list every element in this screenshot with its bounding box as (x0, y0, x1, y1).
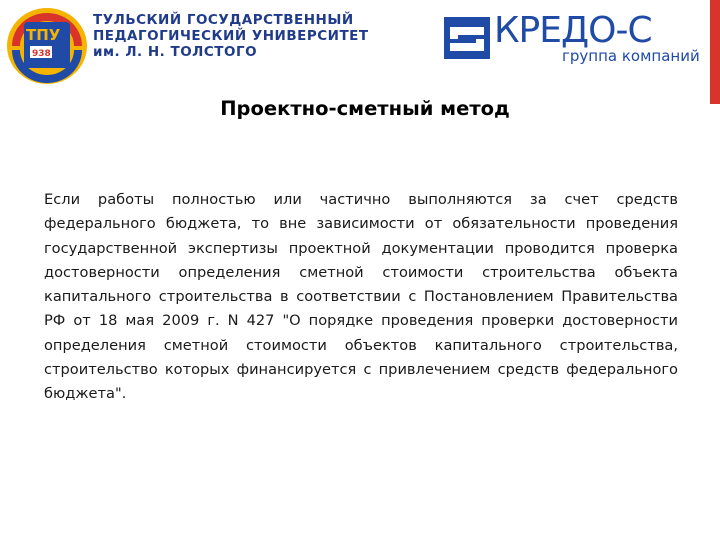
university-name-line-1: ТУЛЬСКИЙ ГОСУДАРСТВЕННЫЙ (93, 12, 354, 28)
company-logo-icon (444, 17, 490, 59)
slide-title: Проектно-сметный метод (220, 97, 510, 120)
emblem-letters: TПУ (26, 26, 61, 44)
company-tagline: группа компаний (562, 47, 700, 65)
emblem-year: 938 (32, 49, 51, 59)
university-name-line-3: им. Л. Н. ТОЛСТОГО (93, 44, 258, 60)
university-name-line-2: ПЕДАГОГИЧЕСКИЙ УНИВЕРСИТЕТ (93, 28, 369, 44)
slide-body-text: Если работы полностью или частично выполняются за счет средств федерального бюджета, то вне зависимости от обязательности проведения государственной экспертизы проектной документации проводится проверка достоверности определения сметной стоимости строительства объекта капитального строительства в соответствии с Постановлением Правительства РФ от 18 мая 2009 г. N 427 "О порядке проведения проверки достоверности определения сметной стоимости объектов капитального строительства, строительство которых финансируется с привлечением средств федерального бюджета". (44, 191, 678, 403)
company-logo (444, 10, 720, 65)
university-logo (4, 4, 90, 86)
accent-bar (710, 0, 720, 104)
company-name: КРЕДО-С (494, 10, 652, 51)
university-name (93, 12, 369, 60)
